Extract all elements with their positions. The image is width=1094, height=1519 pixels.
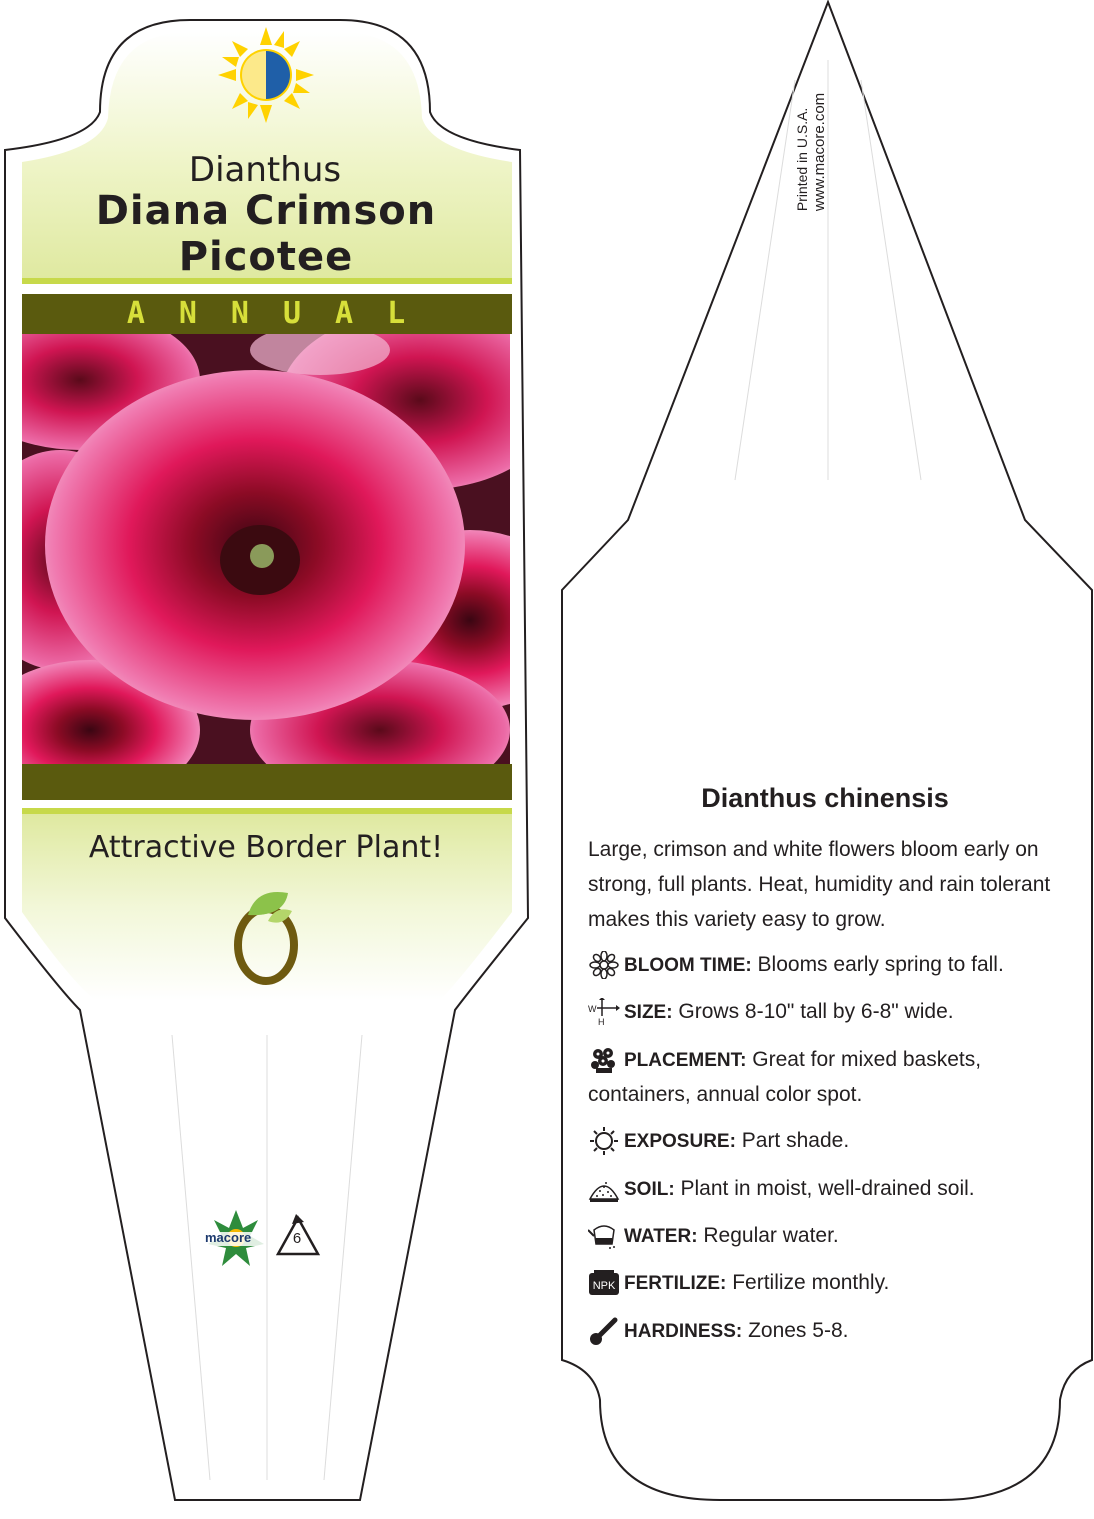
brand-text: macore: [205, 1230, 252, 1245]
svg-text:H: H: [598, 1017, 605, 1027]
attr-water: [588, 1219, 1088, 1254]
size-wh-icon: [588, 998, 620, 1026]
printed-info: [793, 93, 829, 211]
attr-hardiness: [588, 1314, 1088, 1349]
attr-label: SIZE:: [624, 1002, 673, 1023]
attr-value: Regular water.: [697, 1224, 839, 1247]
attr-value: Great for mixed baskets,: [746, 1048, 982, 1071]
recycle-number: 6: [292, 1230, 302, 1247]
sun-outline-icon: [588, 1127, 620, 1155]
svg-text:NPK: NPK: [592, 1280, 616, 1293]
attr-label: BLOOM TIME:: [624, 955, 752, 976]
attr-size: [588, 995, 1088, 1030]
attr-fertilize: [588, 1266, 1088, 1301]
website: www.macore.com: [811, 92, 829, 212]
attr-label: PLACEMENT:: [624, 1050, 747, 1071]
cultivar-line-1: Diana Crimson: [95, 188, 437, 234]
category-band: ANNUAL: [126, 296, 440, 331]
attr-value: Fertilize monthly.: [726, 1271, 890, 1294]
attr-label: WATER:: [624, 1226, 698, 1247]
attr-value: Part shade.: [735, 1129, 850, 1152]
sun-partshade-icon: [218, 27, 314, 123]
cultivar-line-2: Picotee: [178, 234, 354, 280]
attr-bloom-time: [588, 948, 1088, 983]
attr-value: Grows 8-10" tall by 6-8" wide.: [672, 1000, 954, 1023]
scientific-name: Dianthus chinensis: [701, 783, 949, 813]
thermometer-icon: [588, 1317, 620, 1345]
watering-can-icon: [588, 1222, 620, 1250]
cultivar-name: [20, 188, 512, 280]
attr-label: EXPOSURE:: [624, 1131, 736, 1152]
attr-value: Plant in moist, well-drained soil.: [674, 1177, 975, 1200]
description: Large, crimson and white flowers bloom early on strong, full plants. Heat, humidity and rain tolerant makes this variety easy to grow.: [588, 838, 1051, 931]
tagline: Attractive Border Plant!: [88, 830, 444, 865]
attr-exposure: [588, 1124, 1088, 1159]
attr-placement: [588, 1043, 1088, 1112]
genus-title: Dianthus: [188, 150, 342, 190]
flower-icon: [588, 951, 620, 979]
attr-label: SOIL:: [624, 1179, 675, 1200]
svg-text:W: W: [588, 1004, 597, 1015]
attr-soil: [588, 1172, 1088, 1207]
attr-value-cont: containers, annual color spot.: [588, 1083, 863, 1106]
attr-value: Blooms early spring to fall.: [751, 953, 1004, 976]
flower-photo: [0, 310, 580, 800]
attr-label: HARDINESS:: [624, 1321, 743, 1342]
attr-label: FERTILIZE:: [624, 1273, 727, 1294]
npk-icon: [588, 1269, 620, 1297]
soil-icon: [588, 1175, 620, 1203]
attr-value: Zones 5-8.: [742, 1319, 849, 1342]
placement-icon: [588, 1046, 620, 1074]
printed-in: Printed in U.S.A.: [794, 107, 811, 212]
